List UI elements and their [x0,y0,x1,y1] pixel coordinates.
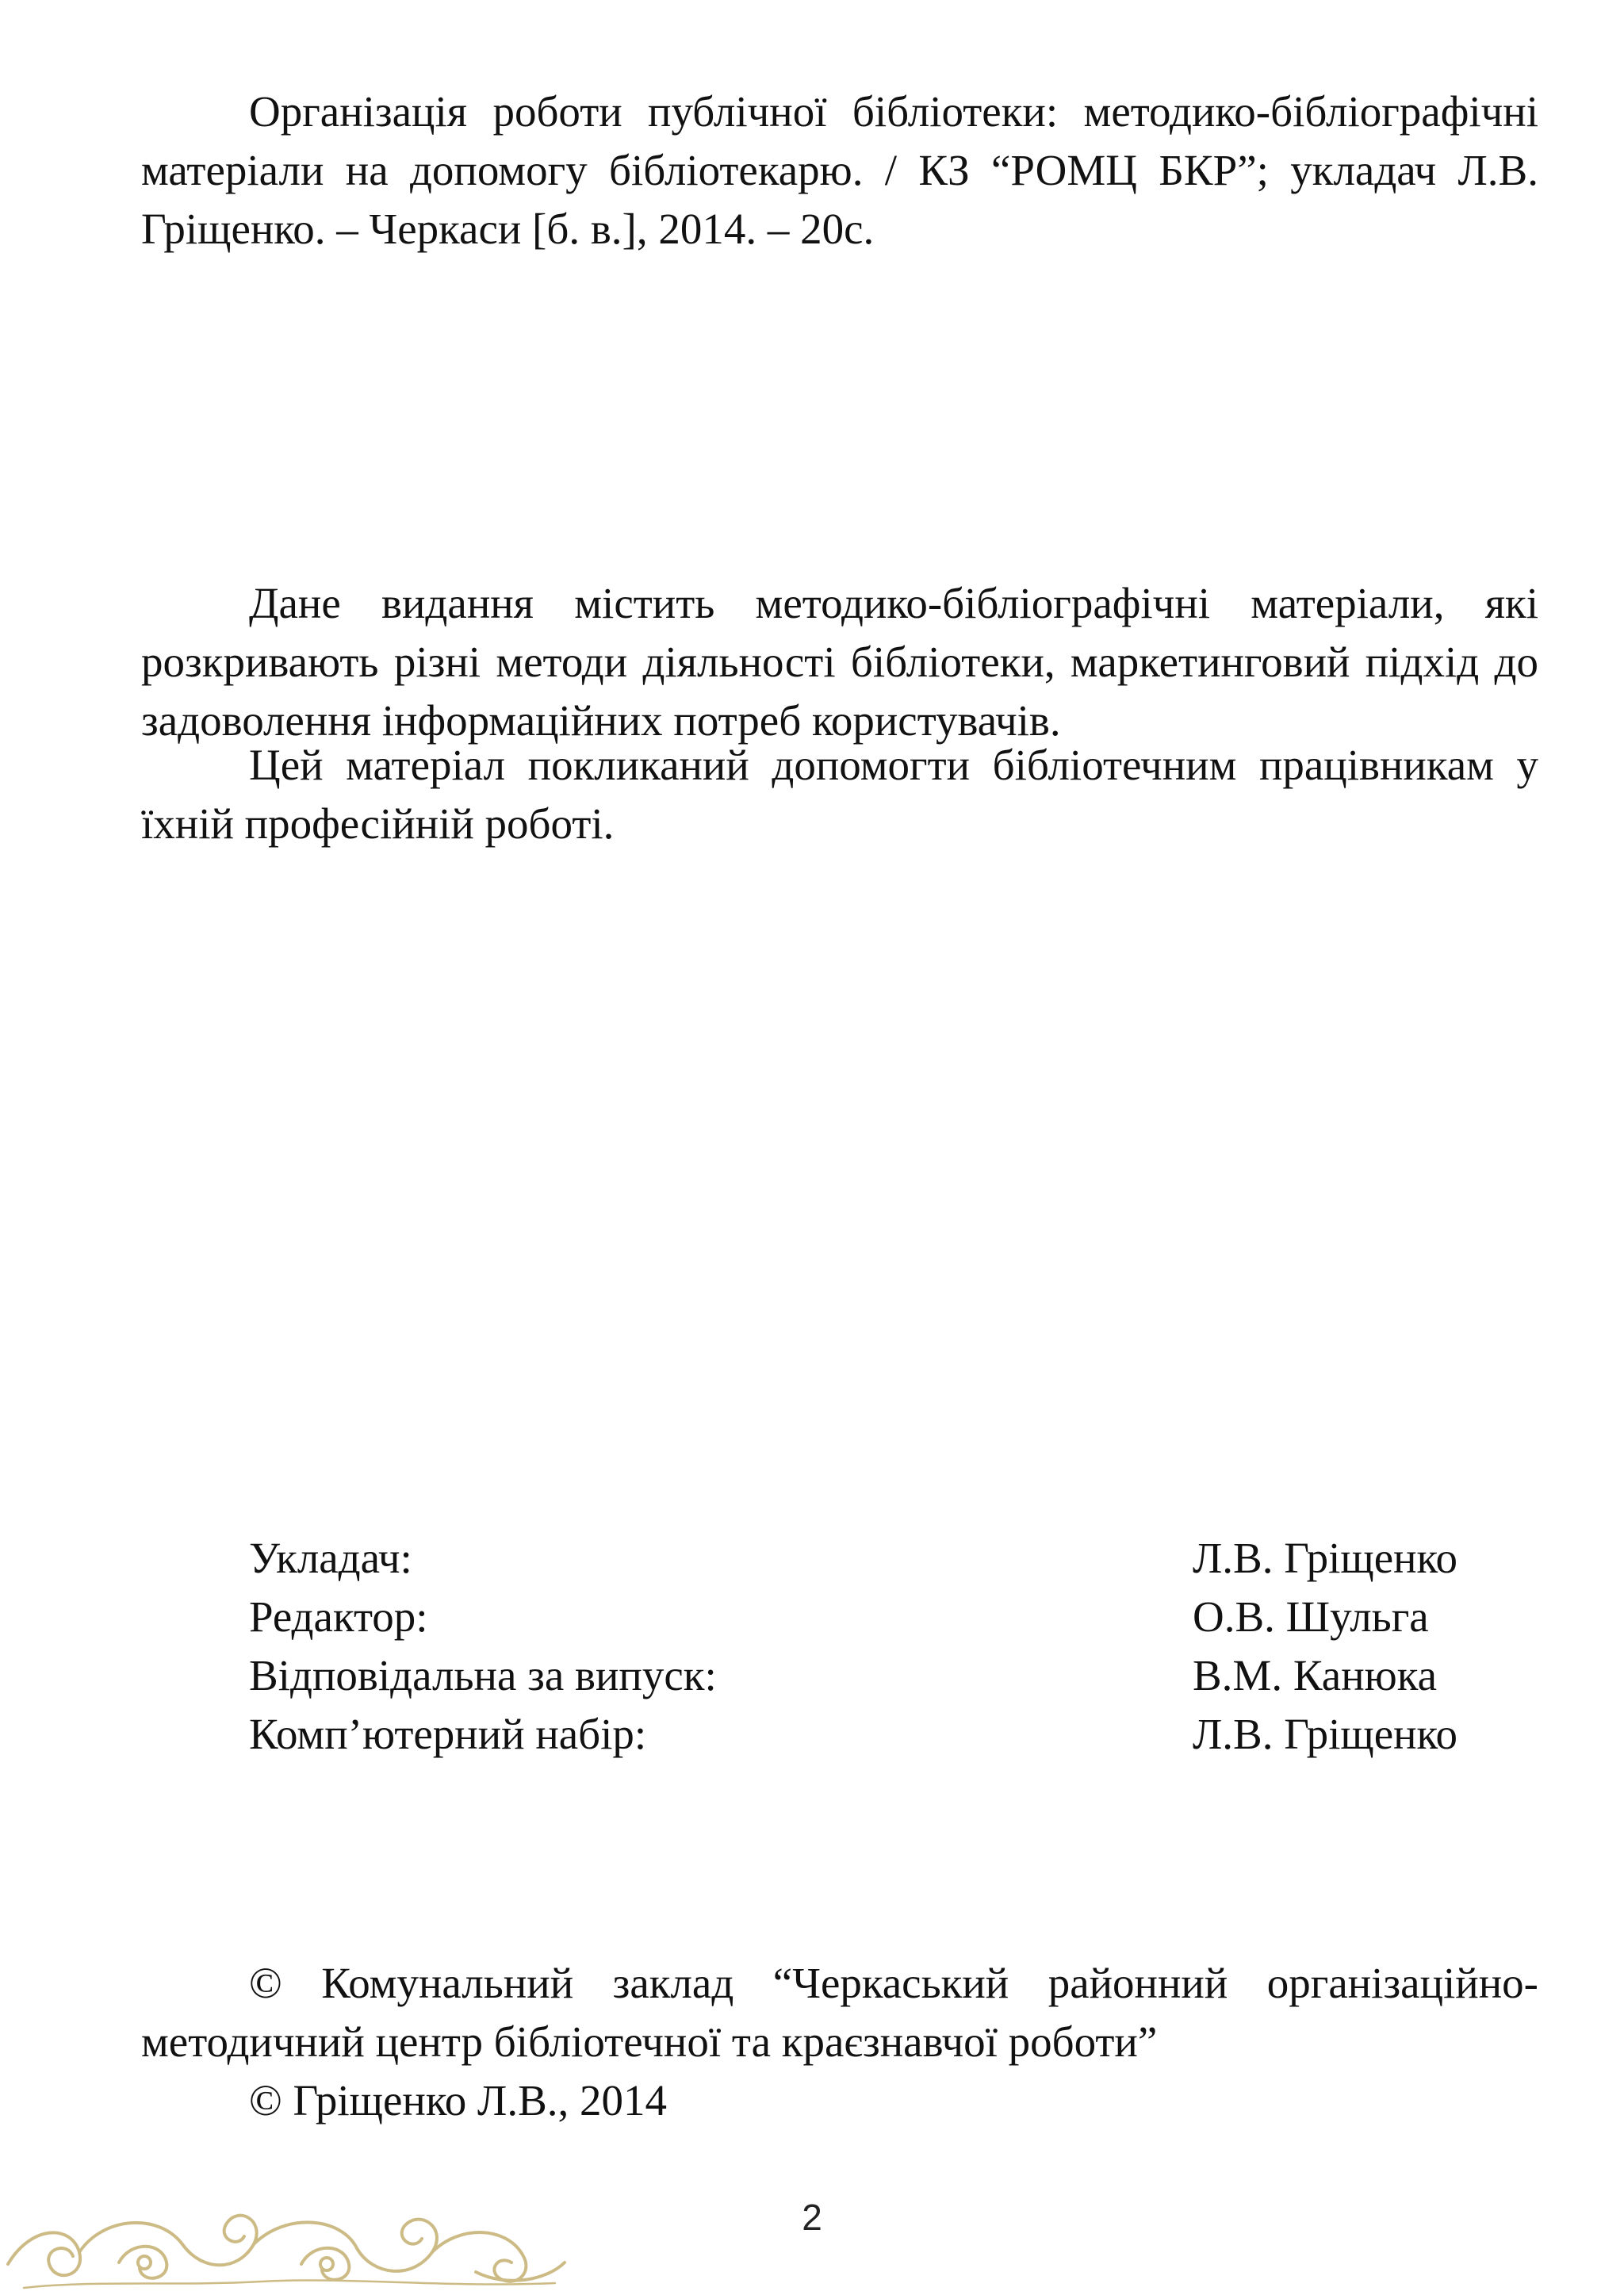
credit-name: Л.В. Гріщенко [1193,1710,1457,1758]
annotation-description: Дане видання містить методико-бібліографічні матеріали, які розкривають різні методи діяльності бібліотеки, маркетинговий підхід до задоволення інформаційних потреб користувачів. [141,579,1538,745]
credit-row-responsible [249,1646,1486,1705]
credit-row-typesetting [249,1705,1486,1764]
page-number: 2 [802,2197,822,2238]
credit-role: Редактор: [249,1592,428,1641]
credit-row-editor [249,1588,1486,1646]
credit-name: Л.В. Гріщенко [1193,1534,1457,1582]
annotation-purpose: Цей матеріал покликаний допомогти бібліотечним працівникам у їхній професійній роботі. [141,741,1538,848]
credit-role: Комп’ютерний набір: [249,1710,647,1758]
credit-role: Укладач: [249,1534,412,1582]
copyright-institution: © Комунальний заклад “Черкаський районний організаційно-методичний центр бібліотечної та краєзнавчої роботи” [141,1959,1538,2066]
credit-name: О.В. Шульга [1193,1592,1429,1641]
bibliographic-record: Організація роботи публічної бібліотеки: методико-бібліографічні матеріали на допомогу бібліотекарю. / КЗ “РОМЦ БКР”; укладач Л.В. Гріщенко. – Черкаси [б. в.], 2014. – 20с. [141,87,1538,253]
credit-row-compiler [249,1529,1486,1588]
copyright-author: © Гріщенко Л.В., 2014 [249,2076,668,2125]
credit-name: В.М. Канюка [1193,1651,1438,1699]
credit-role: Відповідальна за випуск: [249,1651,717,1699]
credits-list [249,1529,1486,1764]
